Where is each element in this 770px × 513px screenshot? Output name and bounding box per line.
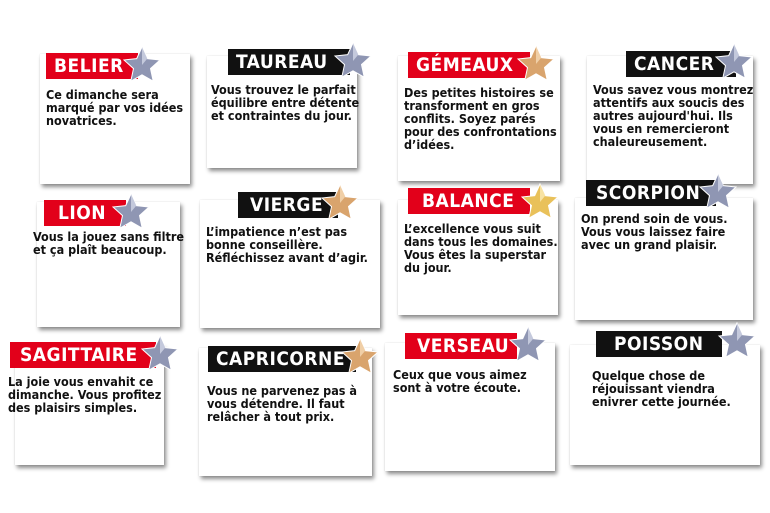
star-silver-icon (333, 41, 373, 81)
star-silver-icon (698, 172, 738, 212)
badge-scorpion: SCORPION (586, 180, 716, 206)
star-silver-icon (508, 325, 548, 365)
badge-cancer: CANCER (626, 51, 736, 77)
badge-poisson: POISSON (596, 331, 722, 357)
star-silver-icon (111, 192, 151, 232)
star-silver-icon (140, 334, 180, 374)
text-balance: L’excellence vous suit dans tous les domaines. Vous êtes la superstar du jour. (404, 221, 558, 275)
star-silver-icon (714, 42, 754, 82)
badge-taureau: TAUREAU (228, 49, 350, 75)
badge-balance: BALANCE (408, 188, 530, 214)
star-bronze-icon (340, 337, 380, 377)
text-scorpion: On prend soin de vous. Vous vous laissez faire avec un grand plaisir. (581, 211, 728, 252)
text-gemeaux: Des petites histoires se transforment en gros conflits. Soyez parés pour des confrontations d’idées. (404, 85, 557, 152)
text-capricorne: Vous ne parvenez pas à vous détendre. Il faut relâcher à tout prix. (207, 383, 357, 424)
star-gold-icon (520, 182, 560, 222)
text-sagittaire: La joie vous envahit ce dimanche. Vous profitez des plaisirs simples. (8, 374, 162, 415)
text-cancer: Vous savez vous montrez attentifs aux soucis des autres aujourd'hui. Ils vous en remercieront chaleureusement. (593, 82, 754, 149)
badge-lion: LION (44, 200, 126, 226)
text-verseau: Ceux que vous aimez sont à votre écoute. (393, 367, 527, 395)
badge-sagittaire: SAGITTAIRE (10, 342, 156, 368)
star-silver-icon (717, 321, 757, 361)
text-lion: Vous la jouez sans filtre et ça plaît beaucoup. (33, 229, 185, 257)
text-poisson: Quelque chose de réjouissant viendra enivrer cette journée. (592, 368, 731, 409)
badge-gemeaux: GÉMEAUX (408, 52, 530, 78)
badge-belier: BELIER (46, 53, 138, 79)
text-vierge: L’impatience n’est pas bonne conseillère. Réfléchissez avant d’agir. (206, 224, 368, 265)
text-belier: Ce dimanche sera marqué par vos idées novatrices. (46, 87, 184, 128)
star-bronze-icon (516, 44, 556, 84)
star-bronze-icon (320, 183, 360, 223)
text-taureau: Vous trouvez le parfait équilibre entre détente et contraintes du jour. (211, 82, 360, 123)
badge-vierge: VIERGE (238, 192, 338, 218)
badge-capricorne: CAPRICORNE (208, 346, 356, 372)
star-silver-icon (122, 45, 162, 85)
badge-verseau: VERSEAU (405, 333, 517, 359)
